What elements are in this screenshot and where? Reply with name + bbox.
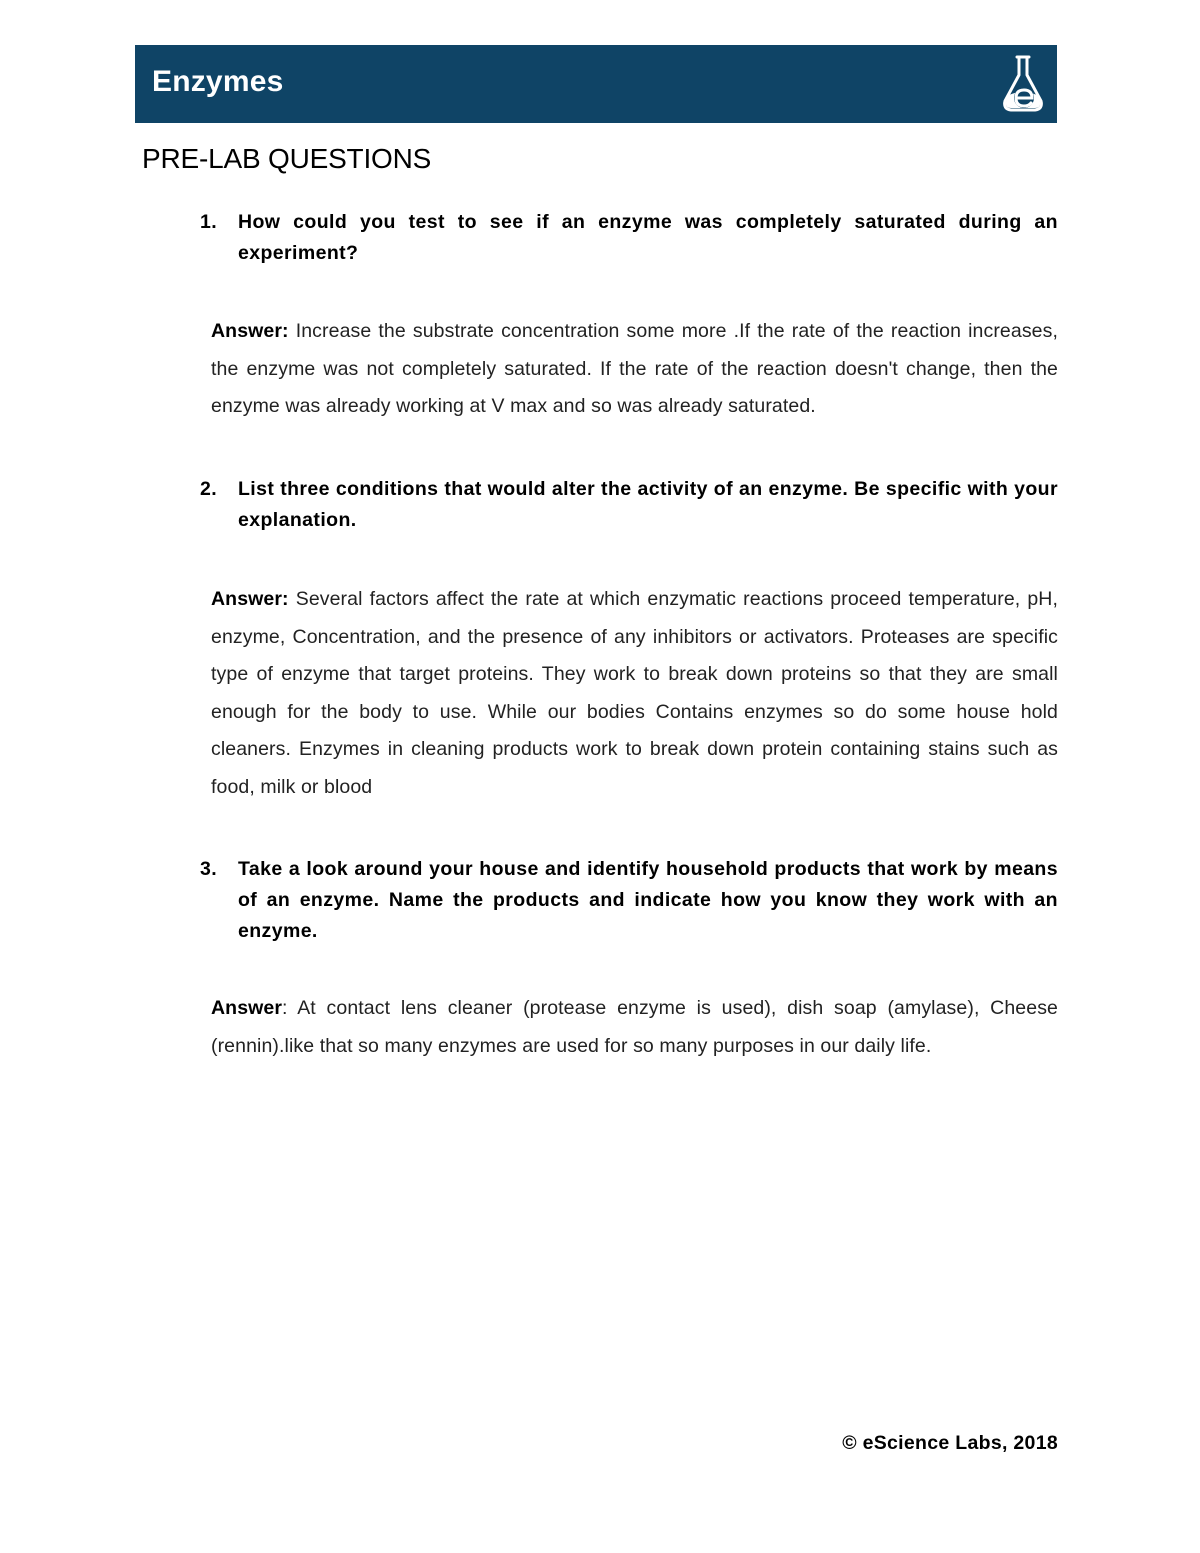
question-number: 3. [200,858,218,880]
question-number: 2. [200,478,218,500]
question-number: 1. [200,211,218,233]
answer-label: Answer: [211,320,289,342]
question-text: How could you test to see if an enzyme was completely saturated during an experiment? [238,211,1058,264]
question-text: Take a look around your house and identify household products that work by means of an enzyme. Name the products and indicate how you know they work with an enzyme. [238,858,1058,942]
page-title: Enzymes [152,65,284,98]
answer-label: Answer: [211,588,289,610]
question-text: List three conditions that would alter the activity of an enzyme. Be specific with your explanation. [238,478,1058,531]
answer-text: : At contact lens cleaner (protease enzyme is used), dish soap (amylase), Cheese (rennin).like that so many enzymes are used for so many purposes in our daily life. [211,997,1058,1057]
answer-text: Several factors affect the rate at which enzymatic reactions proceed temperature, pH, enzyme, Concentration, and the presence of any inhibitors or activators. Proteases are specific type of enzyme that target proteins. They work to break down proteins so that they are small enough for the body to use. While our bodies Contains enzymes so do some house hold cleaners. Enzymes in cleaning products work to break down protein containing stains such as food, milk or blood [211,588,1058,798]
answer-2 [211,581,1058,806]
section-heading: PRE-LAB QUESTIONS [142,143,432,174]
answer-3 [211,990,1058,1065]
answer-1 [211,313,1058,426]
question-1 [200,207,1058,269]
answer-text: Increase the substrate concentration some more .If the rate of the reaction increases, the enzyme was not completely saturated. If the rate of the reaction doesn't change, then the enzyme was already working at V max and so was already saturated. [211,320,1058,417]
question-2 [200,474,1058,536]
question-3 [200,854,1058,947]
header-bar [135,45,1057,123]
answer-label: Answer [211,997,283,1019]
copyright-footer: © eScience Labs, 2018 [842,1432,1058,1454]
flask-e-logo-icon [997,53,1049,115]
